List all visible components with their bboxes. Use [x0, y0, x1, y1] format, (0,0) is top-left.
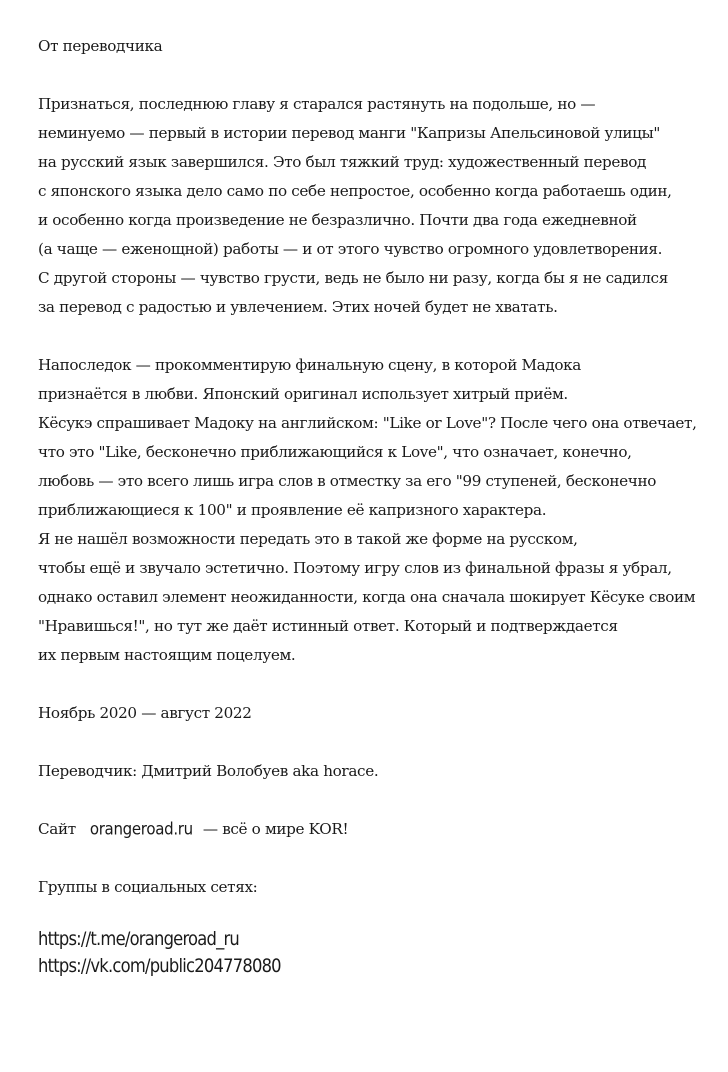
date-range: Ноябрь 2020 — август 2022 — [38, 704, 252, 722]
site-link[interactable]: orangeroad.ru — [89, 819, 193, 839]
text-line: "Нравишься!", но тут же даёт истинный ответ. Который и подтверждается — [38, 617, 618, 635]
text-line: Признаться, последнюю главу я старался растянуть на подольше, но — — [38, 95, 596, 113]
paragraph-completion — [38, 90, 708, 322]
text-line: Напоследок — прокомментирую финальную сцену, в которой Мадока — [38, 356, 581, 374]
paragraph-final-scene — [38, 351, 708, 670]
text-line: признаётся в любви. Японский оригинал использует хитрый приём. — [38, 385, 568, 403]
telegram-link[interactable]: https://t.me/orangeroad_ru — [38, 928, 240, 950]
text-line: Кёсукэ спрашивает Мадоку на английском: "Like or Love"? После чего она отвечает, — [38, 414, 697, 432]
translator-note — [38, 32, 708, 980]
site-line — [38, 815, 708, 844]
text-line: за перевод с радостью и увлечением. Этих ночей будет не хватать. — [38, 298, 558, 316]
text-line: приближающиеся к 100" и проявление её капризного характера. — [38, 501, 547, 519]
text-line: что это "Like, бесконечно приближающийся к Love", что означает, конечно, — [38, 443, 632, 461]
text-line: неминуемо — первый в истории перевод манги "Капризы Апельсиновой улицы" — [38, 124, 660, 142]
text-line: и особенно когда произведение не безразлично. Почти два года ежедневной — [38, 211, 637, 229]
translator-credit: Переводчик: Дмитрий Волобуев aka horace. — [38, 762, 379, 780]
text-line: С другой стороны — чувство грусти, ведь не было ни разу, когда бы я не садился — [38, 269, 668, 287]
social-heading: Группы в социальных сетях: — [38, 878, 258, 896]
text-line: на русский язык завершился. Это был тяжкий труд: художественный перевод — [38, 153, 647, 171]
note-heading: От переводчика — [38, 37, 163, 55]
text-line: однако оставил элемент неожиданности, когда она сначала шокирует Кёсуке своим — [38, 588, 696, 606]
site-prefix: Сайт — [38, 820, 76, 838]
text-line: Я не нашёл возможности передать это в такой же форме на русском, — [38, 530, 578, 548]
text-line: их первым настоящим поцелуем. — [38, 646, 296, 664]
text-line: любовь — это всего лишь игра слов в отместку за его "99 ступеней, бесконечно — [38, 472, 657, 490]
text-line: (а чаще — еженощной) работы — и от этого чувство огромного удовлетворения. — [38, 240, 663, 258]
vk-link[interactable]: https://vk.com/public204778080 — [38, 955, 281, 977]
text-line: чтобы ещё и звучало эстетично. Поэтому игру слов из финальной фразы я убрал, — [38, 559, 672, 577]
text-line: с японского языка дело само по себе непростое, особенно когда работаешь один, — [38, 182, 672, 200]
site-suffix: — всё о мире KOR! — [202, 820, 349, 838]
social-links — [38, 910, 708, 980]
